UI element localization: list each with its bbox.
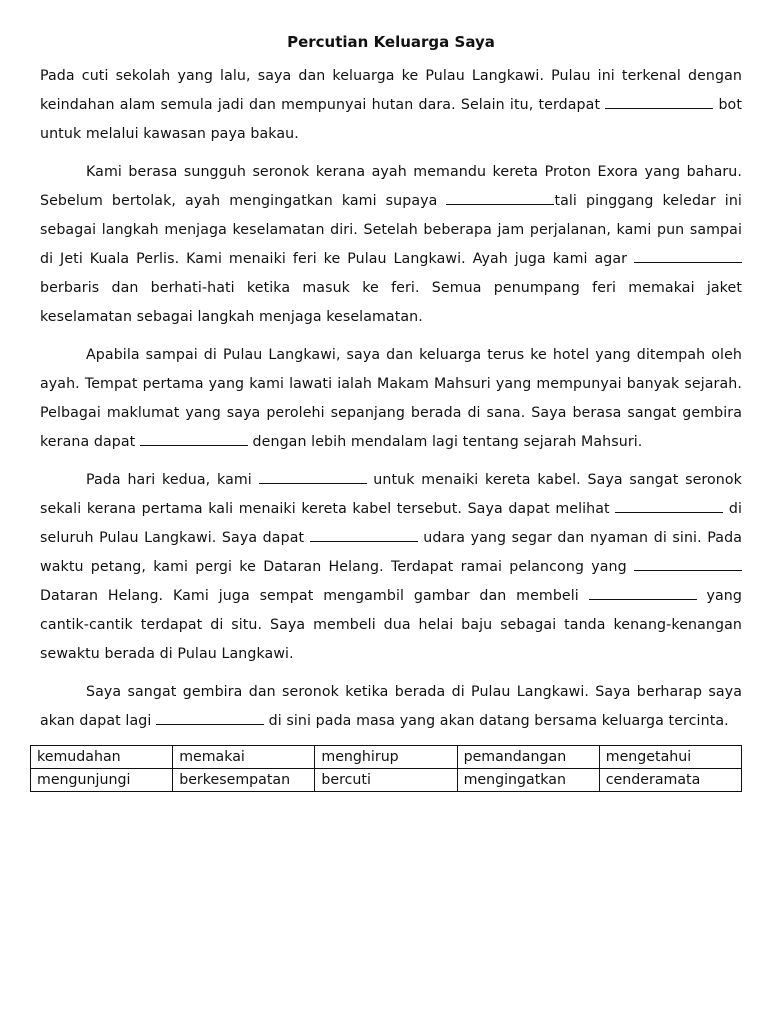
word-bank-cell: mengunjungi [31,769,173,792]
paragraph-text: untuk menaiki kereta kabel. Saya sangat seronok sekali kerana pertama kali menaiki kereta kabel tersebut. Saya dapat melihat [40,472,742,517]
word-bank-cell: menghirup [315,746,457,769]
paragraph-4 [40,466,742,669]
paragraph-text: Kami berasa sungguh seronok kerana ayah memandu kereta Proton Exora yang baharu. Sebelum bertolak, ayah mengingatkan kami supaya [40,164,742,209]
paragraph-text: di sini pada masa yang akan datang bersama keluarga tercinta. [264,713,729,729]
paragraph-text: tali pinggang keledar ini sebagai langkah menjaga keselamatan diri. Setelah beberapa jam perjalanan, kami pun sampai di Jeti Kuala Perlis. Kami menaiki feri ke Pulau Langkawi. Ayah juga kami agar [40,193,742,267]
word-bank-cell: mengingatkan [457,769,599,792]
story-body [40,62,742,736]
paragraph-5 [40,678,742,736]
answer-blank[interactable] [140,431,248,446]
paragraph-text: yang cantik-cantik terdapat di situ. Saya membeli dua helai baju sebagai tanda kenang-kenangan sewaktu berada di Pulau Langkawi. [40,588,742,662]
word-bank-row [31,769,742,792]
paragraph-2 [40,158,742,332]
word-bank-row [31,746,742,769]
word-bank-table [30,745,742,792]
word-bank-cell: berkesempatan [173,769,315,792]
answer-blank[interactable] [589,585,697,600]
paragraph-text: bot untuk melalui kawasan paya bakau. [40,97,742,142]
word-bank-cell: memakai [173,746,315,769]
paragraph-text: Pada cuti sekolah yang lalu, saya dan keluarga ke Pulau Langkawi. Pulau ini terkenal dengan keindahan alam semula jadi dan mempunyai hutan dara. Selain itu, terdapat [40,68,742,113]
paragraph-1 [40,62,742,149]
answer-blank[interactable] [259,469,367,484]
paragraph-text: berbaris dan berhati-hati ketika masuk ke feri. Semua penumpang feri memakai jaket keselamatan sebagai langkah menjaga keselamatan. [40,280,742,325]
answer-blank[interactable] [156,710,264,725]
worksheet-page [37,30,743,792]
paragraph-text: Dataran Helang. Kami juga sempat mengambil gambar dan membeli [40,588,589,604]
word-bank-cell: bercuti [315,769,457,792]
page-title: Percutian Keluarga Saya [287,33,495,51]
paragraph-text: udara yang segar dan nyaman di sini. Pada waktu petang, kami pergi ke Dataran Helang. Terdapat ramai pelancong yang [40,530,742,575]
answer-blank[interactable] [605,94,713,109]
word-bank-cell: mengetahui [599,746,741,769]
word-bank-cell: cenderamata [599,769,741,792]
answer-blank[interactable] [634,556,742,571]
word-bank-cell: pemandangan [457,746,599,769]
word-bank-cell: kemudahan [31,746,173,769]
paragraph-text: dengan lebih mendalam lagi tentang sejarah Mahsuri. [247,434,643,450]
paragraph-text: di seluruh Pulau Langkawi. Saya dapat [40,501,743,546]
answer-blank[interactable] [634,248,742,263]
answer-blank[interactable] [446,190,554,205]
paragraph-text: Apabila sampai di Pulau Langkawi, saya dan keluarga terus ke hotel yang ditempah oleh ayah. Tempat pertama yang kami lawati ialah Makam Mahsuri yang mempunyai banyak sejarah. Pelbagai maklumat yang saya perolehi sepanjang berada di sana. Saya berasa sangat gembira kerana dapat [40,347,742,450]
answer-blank[interactable] [615,498,723,513]
answer-blank[interactable] [310,527,418,542]
paragraph-text: Pada hari kedua, kami [86,472,259,488]
paragraph-text: Saya sangat gembira dan seronok ketika berada di Pulau Langkawi. Saya berharap saya akan dapat lagi [40,684,742,729]
paragraph-3 [40,341,742,457]
